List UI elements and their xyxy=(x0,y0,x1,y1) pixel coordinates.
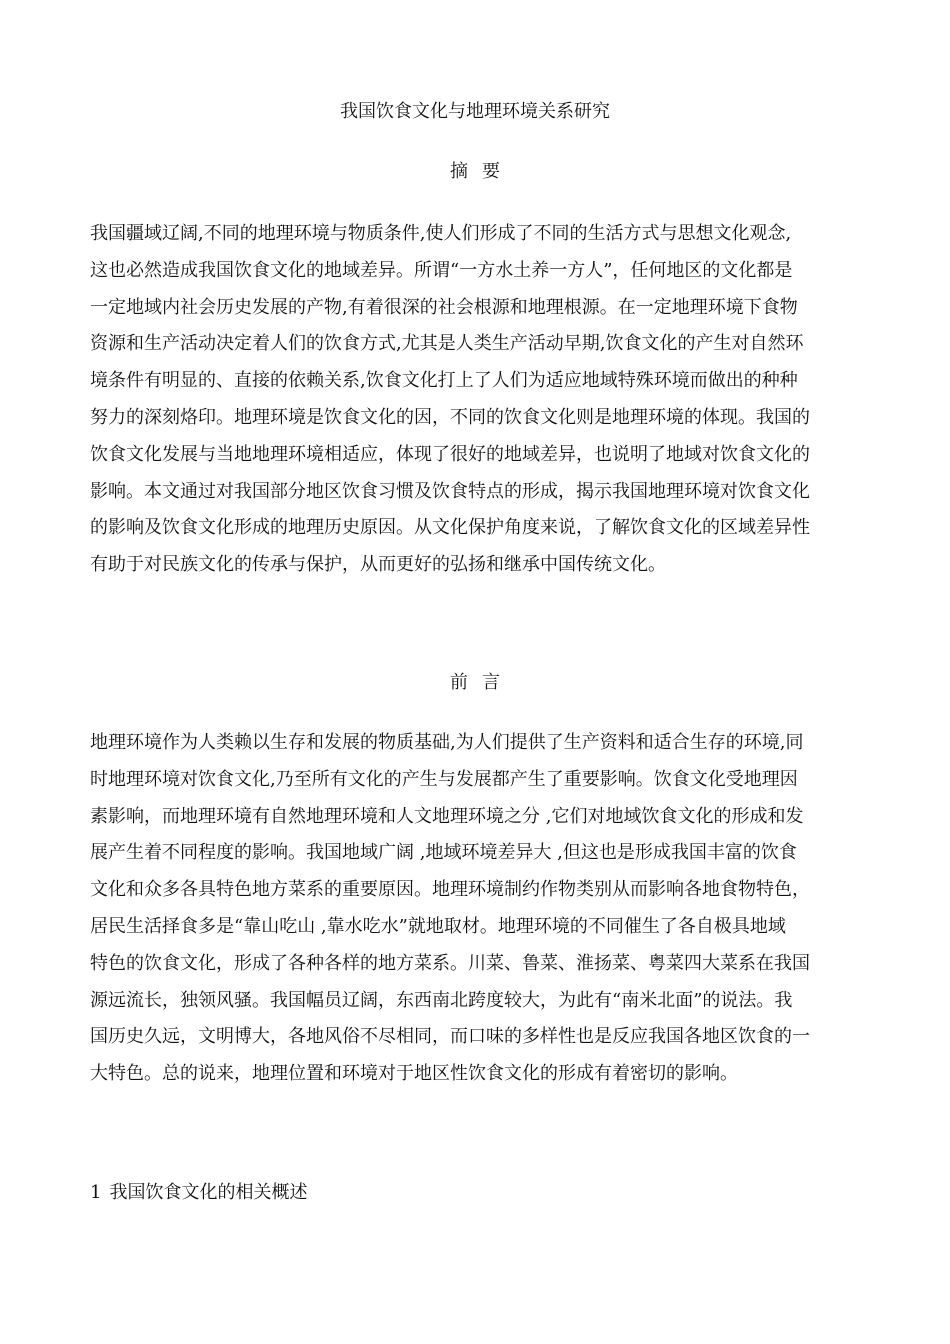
preface-line: 特色的饮食文化，形成了各种各样的地方菜系。川菜、鲁菜、淮扬菜、粤菜四大菜系在我国 xyxy=(90,952,810,974)
section-heading xyxy=(90,1181,307,1205)
abstract-line: 努力的深刻烙印。地理环境是饮食文化的因，不同的饮食文化则是地理环境的体现。我国的 xyxy=(90,406,810,428)
abstract-line: 资源和生产活动决定着人们的饮食方式,尤其是人类生产活动早期,饮食文化的产生对自然环 xyxy=(90,333,804,355)
abstract-line: 境条件有明显的、直接的依赖关系,饮食文化打上了人们为适应地域特殊环境而做出的种种 xyxy=(90,370,798,392)
abstract-paragraph xyxy=(90,216,860,584)
abstract-line: 有助于对民族文化的传承与保护，从而更好的弘扬和继承中国传统文化。 xyxy=(90,554,666,576)
preface-line: 素影响，而地理环境有自然地理环境和人文地理环境之分 ,它们对地域饮食文化的形成和发 xyxy=(90,805,804,827)
document-title: 我国饮食文化与地理环境关系研究 xyxy=(340,101,610,122)
preface-line: 居民生活择食多是“靠山吃山 ,靠水吃水”就地取材。地理环境的不同催生了各自极具地域 xyxy=(90,915,786,937)
abstract-line: 影响。本文通过对我国部分地区饮食习惯及饮食特点的形成，揭示我国地理环境对饮食文化 xyxy=(90,480,810,502)
section-title: 我国饮食文化的相关概述 xyxy=(109,1182,308,1203)
preface-heading: 前言 xyxy=(450,672,514,693)
preface-line: 地理环境作为人类赖以生存和发展的物质基础,为人们提供了生产资料和适合生存的环境,同 xyxy=(90,732,804,753)
preface-line: 时地理环境对饮食文化,乃至所有文化的产生与发展都产生了重要影响。饮食文化受地理因 xyxy=(90,768,798,790)
abstract-line: 这也必然造成我国饮食文化的地域差异。所谓“一方水土养一方人”，任何地区的文化都是 xyxy=(90,259,793,281)
preface-paragraph xyxy=(90,725,860,1093)
abstract-line: 一定地域内社会历史发展的产物,有着很深的社会根源和地理根源。在一定地理环境下食物 xyxy=(90,296,798,318)
section-number: 1 xyxy=(90,1182,102,1203)
abstract-heading: 摘要 xyxy=(450,161,514,182)
abstract-line: 的影响及饮食文化形成的地理历史原因。从文化保护角度来说，了解饮食文化的区域差异性 xyxy=(90,517,810,539)
preface-line: 源远流长，独领风骚。我国幅员辽阔，东西南北跨度较大，为此有“南米北面”的说法。我 xyxy=(90,989,793,1011)
preface-line: 大特色。总的说来，地理位置和环境对于地区性饮食文化的形成有着密切的影响。 xyxy=(90,1063,738,1085)
preface-line: 国历史久远，文明博大，各地风俗不尽相同，而口味的多样性也是反应我国各地区饮食的一 xyxy=(90,1026,810,1048)
preface-line: 文化和众多各具特色地方菜系的重要原因。地理环境制约作物类别从而影响各地食物特色， xyxy=(90,879,810,901)
abstract-line: 饮食文化发展与当地地理环境相适应，体现了很好的地域差异，也说明了地域对饮食文化的 xyxy=(90,443,810,465)
preface-line: 展产生着不同程度的影响。我国地域广阔 ,地域环境差异大 ,但这也是形成我国丰富的饮食 xyxy=(90,842,797,864)
abstract-line: 我国疆域辽阔,不同的地理环境与物质条件,使人们形成了不同的生活方式与思想文化观念, xyxy=(90,223,792,244)
